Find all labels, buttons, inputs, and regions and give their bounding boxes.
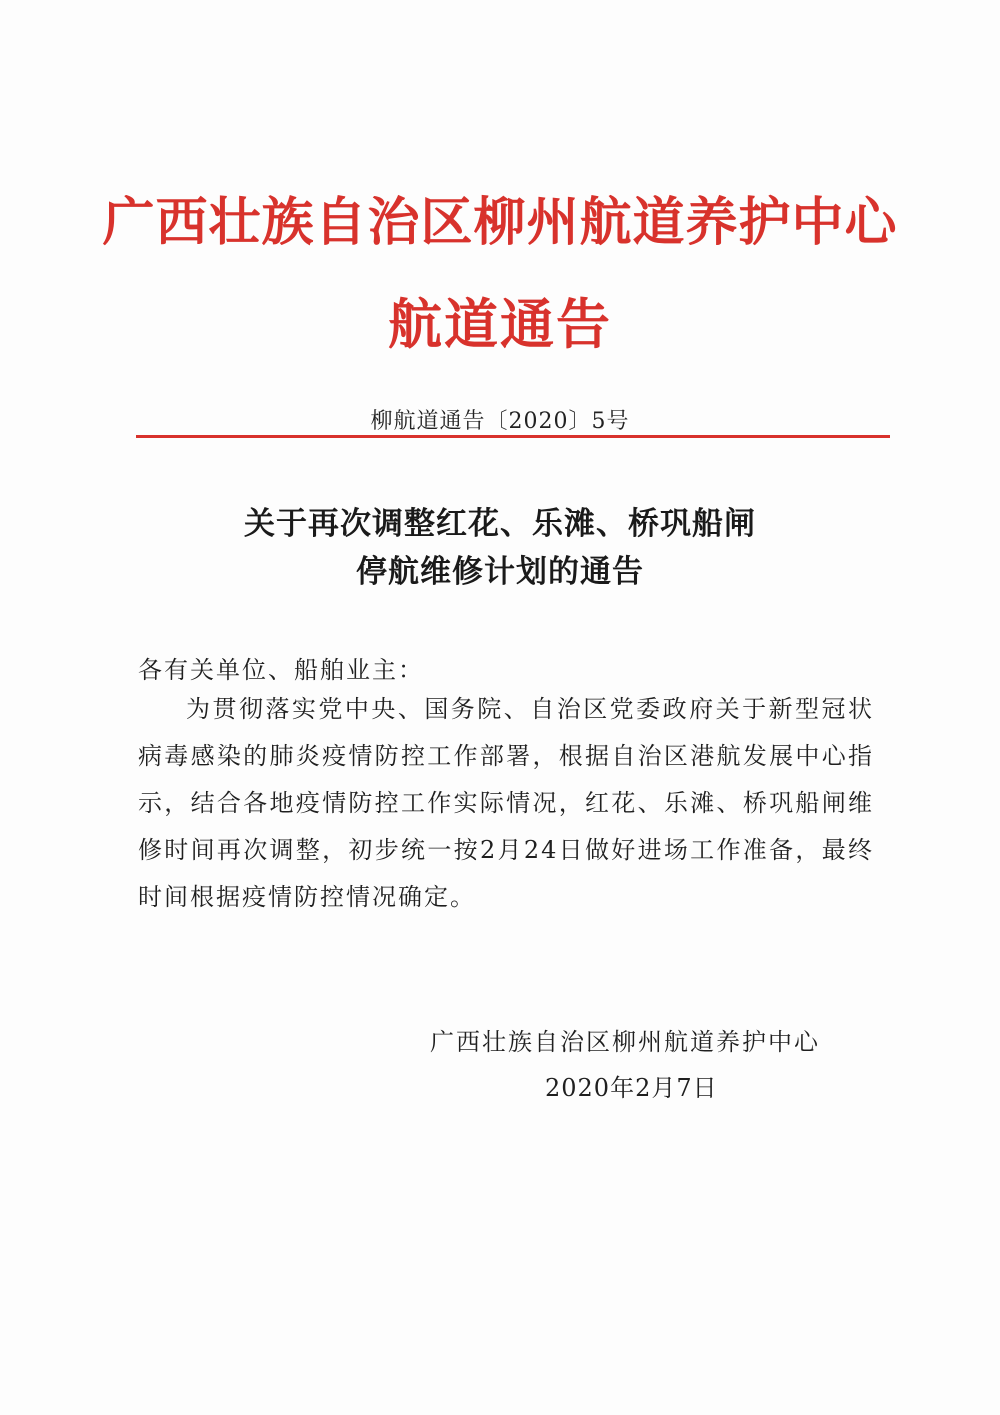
document-type-header: 航道通告 bbox=[388, 293, 612, 356]
signature-organization: 广西壮族自治区柳州航道养护中心 bbox=[430, 1028, 820, 1056]
notice-body-paragraph: 为贯彻落实党中央、国务院、自治区党委政府关于新型冠状病毒感染的肺炎疫情防控工作部署，根据自治区港航发展中心指示，结合各地疫情防控工作实际情况，红花、乐滩、桥巩船闸维修时间再次调整，初步统一按2月24日做好进场工作准备，最终时间根据疫情防控情况确定。 bbox=[138, 695, 874, 911]
notice-title-line-2: 停航维修计划的通告 bbox=[356, 554, 644, 590]
signature-date: 2020年2月7日 bbox=[545, 1074, 718, 1102]
red-divider-line bbox=[136, 435, 890, 438]
notice-title-line-1: 关于再次调整红花、乐滩、桥巩船闸 bbox=[244, 506, 756, 542]
salutation: 各有关单位、船舶业主： bbox=[138, 656, 424, 684]
notice-title bbox=[0, 500, 1000, 596]
issuing-organization-header: 广西壮族自治区柳州航道养护中心 bbox=[102, 193, 898, 253]
document-number: 柳航道通告〔2020〕5号 bbox=[370, 409, 630, 434]
